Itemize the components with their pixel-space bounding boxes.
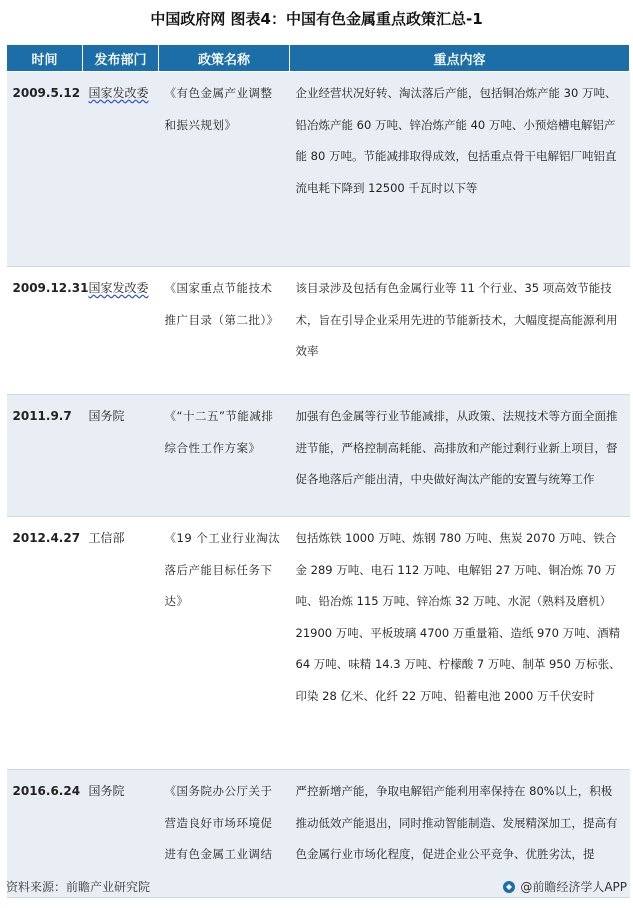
row-content: 该目录涉及包括有色金属行业等 11 个行业、35 项高效节能技术，旨在引导企业采用先进的节能新技术，大幅度提高能源利用效率 bbox=[290, 267, 630, 395]
row-content: 加强有色金属等行业节能减排，从政策、法规技术等方面全面推进节能，严格控制高耗能、高排放和产能过剩行业新上项目，督促各地落后产能出清，中央做好淘汰产能的安置与统筹工作 bbox=[290, 395, 630, 517]
row-content: 包括炼铁 1000 万吨、炼钢 780 万吨、焦炭 2070 万吨、铁合金 289 万吨、电石 112 万吨、电解铝 27 万吨、铜冶炼 70 万吨、铅冶炼 115 万吨、锌冶炼 32 万吨、水泥（熟料及磨机）21900 万吨、平板玻璃 4700 万重量箱、造纸 970 万吨、酒精 64 万吨、味精 14.3 万吨、柠檬酸 7 万吨、制革 950 万标张、印染 28 亿米、化纤 22 万吨、铅蓄电池 2000 万千伏安时 bbox=[290, 517, 630, 770]
row-policy: 《19 个工业行业淘汰落后产能目标任务下达》 bbox=[159, 517, 290, 770]
brand-credit bbox=[502, 878, 627, 895]
row-dept: 工信部 bbox=[83, 517, 159, 770]
header-content: 重点内容 bbox=[290, 45, 630, 72]
header-dept: 发布部门 bbox=[83, 45, 159, 72]
header-time: 时间 bbox=[7, 45, 83, 72]
row-dept: 国家发改委 bbox=[83, 267, 159, 395]
table-row bbox=[7, 267, 630, 395]
row-time: 2011.9.7 bbox=[7, 395, 83, 517]
row-time: 2012.4.27 bbox=[7, 517, 83, 770]
row-policy: 《“十二五”节能减排综合性工作方案》 bbox=[159, 395, 290, 517]
row-time: 2016.6.24 bbox=[7, 770, 83, 898]
table-header-row bbox=[7, 45, 630, 72]
row-dept: 国家发改委 bbox=[83, 72, 159, 267]
table-row bbox=[7, 517, 630, 770]
page-title: 中国政府网 图表4：中国有色金属重点政策汇总-1 bbox=[150, 10, 483, 28]
row-policy: 《国家重点节能技术推广目录（第二批）》 bbox=[159, 267, 290, 395]
row-policy: 《国务院办公厅关于营造良好市场环境促进有色金属工业调结 bbox=[159, 770, 290, 898]
footer bbox=[6, 878, 627, 895]
row-dept: 国务院 bbox=[83, 770, 159, 898]
table-row bbox=[7, 395, 630, 517]
row-policy: 《有色金属产业调整和振兴规划》 bbox=[159, 72, 290, 267]
source-note: 资料来源：前瞻产业研究院 bbox=[6, 880, 151, 894]
row-content: 严控新增产能，争取电解铝产能利用率保持在 80%以上，积极推动低效产能退出，同时推动智能制造、发展精深加工，提高有色金属行业市场化程度，促进企业公平竞争、优胜劣汰，提 bbox=[290, 770, 630, 898]
row-time: 2009.12.31 bbox=[7, 267, 83, 395]
table-row bbox=[7, 72, 630, 267]
header-policy: 政策名称 bbox=[159, 45, 290, 72]
row-time: 2009.5.12 bbox=[7, 72, 83, 267]
brand-logo-icon bbox=[502, 880, 516, 894]
policy-table bbox=[6, 44, 630, 898]
brand-text: @前瞻经济学人APP bbox=[520, 880, 627, 894]
row-dept: 国务院 bbox=[83, 395, 159, 517]
row-content: 企业经营状况好转、淘汰落后产能，包括铜冶炼产能 30 万吨、铅冶炼产能 60 万吨、锌冶炼产能 40 万吨、小预焙槽电解铝产能 80 万吨。节能减排取得成效，包括重点骨干电解铝厂吨铝直流电耗下降到 12500 千瓦时以下等 bbox=[290, 72, 630, 267]
